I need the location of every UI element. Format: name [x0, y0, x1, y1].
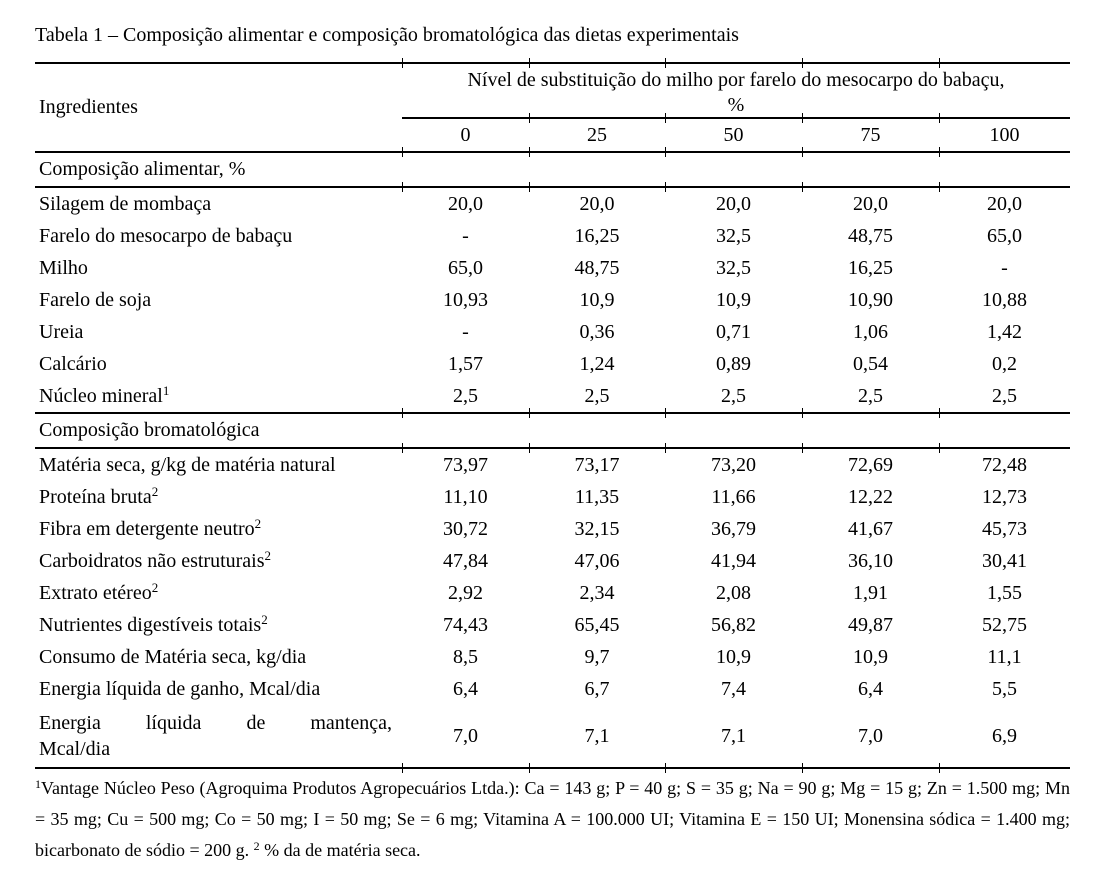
table-row — [35, 513, 1070, 545]
cell-value: 7,1 — [584, 724, 610, 747]
table-row — [35, 348, 1070, 380]
footnote-marker: 2 — [254, 516, 262, 531]
cell-value: 0,89 — [716, 352, 751, 375]
cell-value: 10,9 — [716, 645, 751, 668]
table-row — [35, 481, 1070, 513]
cell-value: 12,73 — [982, 485, 1027, 508]
cell-value: 0,36 — [579, 320, 615, 343]
footnote-text: % da de matéria seca. — [259, 840, 421, 860]
table-row — [35, 220, 1070, 252]
cell-value: 2,08 — [716, 581, 751, 604]
footnote-marker: 2 — [264, 548, 271, 563]
table-row — [35, 284, 1070, 316]
table-row — [35, 449, 1070, 481]
section-header: Composição alimentar, % — [39, 158, 246, 180]
footnote-marker: 2 — [151, 580, 159, 595]
row-label: Milho — [39, 257, 88, 279]
footnote-text: Vantage Núcleo Peso (Agroquima Produtos Agropecuários Ltda.): Ca = 143 g; P = 40 g; S = 35 g; Na = 90 g; Mg = 15 g; Zn = 1.500 mg; Mn = 35 mg; Cu = 500 mg; Co = 50 mg; I = 50 mg; Se = 6 mg; Vitamina A = 100.000 UI; Vitamina E = 150 UI; Monensina sódica = 1.400 mg; bicarbonato de sódio = 200 g. — [35, 778, 1070, 860]
column-group-header — [402, 64, 1070, 151]
cell-value: 11,1 — [987, 645, 1022, 668]
cell-value: 20,0 — [853, 192, 888, 215]
cell-value: 7,1 — [721, 724, 746, 747]
cell-value: 20,0 — [987, 192, 1022, 215]
cell-value: 12,22 — [848, 485, 893, 508]
cell-value: 1,91 — [853, 581, 888, 604]
cell-value: 30,41 — [982, 549, 1027, 572]
cell-value: 52,75 — [982, 613, 1027, 636]
row-label: Nutrientes digestíveis totais$^2$ — [39, 612, 268, 636]
cell-value: 41,94 — [711, 549, 756, 572]
cell-value: 47,84 — [443, 549, 488, 572]
cell-value: - — [1001, 256, 1008, 279]
cell-value: 72,69 — [848, 453, 893, 476]
row-label: Extrato etéreo$^2$ — [39, 580, 159, 604]
cell-value: 73,17 — [574, 453, 620, 476]
table-footnote — [35, 773, 1070, 866]
table-rule — [35, 151, 1070, 153]
cell-value: 10,9 — [579, 288, 615, 311]
cell-value: 36,10 — [848, 549, 893, 572]
table-rule-bottom — [35, 767, 1070, 769]
cell-value: 74,43 — [443, 613, 488, 636]
cell-value: 1,24 — [579, 352, 615, 375]
cell-value: 72,48 — [982, 453, 1027, 476]
table-row — [35, 673, 1070, 705]
cell-value: 1,06 — [853, 320, 888, 343]
cell-value: 2,5 — [584, 384, 610, 407]
cell-value: 32,15 — [574, 517, 620, 540]
footnote-marker: 2 — [151, 484, 159, 499]
cell-value: 10,93 — [443, 288, 488, 311]
cell-value: - — [462, 320, 469, 343]
cell-value: 41,67 — [848, 517, 893, 540]
cell-value: 45,73 — [982, 517, 1027, 540]
table-row — [35, 380, 1070, 412]
footnote-marker: 1 — [162, 383, 170, 398]
cell-value: 7,4 — [721, 677, 746, 700]
table-header — [35, 64, 1070, 151]
cell-value: 49,87 — [848, 613, 893, 636]
cell-value: 7,0 — [453, 724, 478, 747]
cell-value: 32,5 — [716, 224, 751, 247]
cell-value: 2,92 — [448, 581, 483, 604]
table-rule-top — [35, 62, 1070, 64]
table-row — [35, 316, 1070, 348]
cell-value: 2,5 — [992, 384, 1017, 407]
table-row — [35, 252, 1070, 284]
table-rule-subheader — [402, 117, 1070, 119]
level-headers — [402, 119, 1070, 151]
table-row — [35, 188, 1070, 220]
cell-value: 10,9 — [716, 288, 751, 311]
span-header-line2: % — [727, 94, 745, 116]
cell-value: 11,66 — [711, 485, 756, 508]
cell-value: 10,88 — [982, 288, 1027, 311]
cell-value: 11,10 — [443, 485, 488, 508]
span-header-line1: Nível de substituição do milho por farelo do mesocarpo do babaçu, — [467, 69, 1005, 91]
cell-value: 0,71 — [716, 320, 751, 343]
cell-value: 9,7 — [584, 645, 610, 668]
cell-value: 8,5 — [453, 645, 478, 668]
cell-value: 1,42 — [987, 320, 1022, 343]
footnote-marker: 2 — [253, 839, 260, 853]
cell-value: 30,72 — [443, 517, 488, 540]
column-header: 50 — [723, 123, 744, 146]
cell-value: 1,57 — [448, 352, 483, 375]
cell-value: 2,5 — [721, 384, 746, 407]
column-header: 25 — [587, 123, 607, 146]
cell-value: 65,45 — [574, 613, 620, 636]
row-label: Ureia — [39, 321, 84, 343]
cell-value: 7,0 — [858, 724, 883, 747]
cell-value: 32,5 — [716, 256, 751, 279]
table-title: Tabela 1 – Composição alimentar e composição bromatológica das dietas experimentais — [35, 24, 739, 46]
cell-value: 0,54 — [853, 352, 888, 375]
cell-value: 65,0 — [987, 224, 1022, 247]
cell-value: 10,9 — [853, 645, 888, 668]
cell-value: 2,5 — [858, 384, 883, 407]
cell-value: 2,34 — [579, 581, 615, 604]
cell-value: 2,5 — [453, 384, 478, 407]
row-label: Silagem de mombaça — [39, 193, 212, 215]
row-label: Calcário — [39, 353, 107, 375]
cell-value: 65,0 — [448, 256, 483, 279]
row-label: Energia líquida de ganho, Mcal/dia — [39, 678, 321, 700]
cell-value: 6,7 — [584, 677, 610, 700]
cell-value: 20,0 — [448, 192, 483, 215]
cell-value: 47,06 — [574, 549, 620, 572]
footnote-marker: 1 — [35, 777, 41, 791]
cell-value: 36,79 — [711, 517, 756, 540]
cell-value: 5,5 — [992, 677, 1017, 700]
cell-value: 56,82 — [711, 613, 756, 636]
row-label: Núcleo mineral$^1$ — [39, 383, 170, 407]
cell-value: 0,2 — [992, 352, 1017, 375]
cell-value: - — [462, 224, 469, 247]
row-label: Energia líquida de mantença, Mcal/dia — [39, 712, 392, 760]
cell-value: 10,90 — [848, 288, 893, 311]
column-header: 100 — [989, 123, 1020, 146]
cell-value: 6,4 — [453, 677, 478, 700]
footnote-marker: 2 — [261, 612, 268, 627]
cell-value: 11,35 — [574, 485, 620, 508]
section-header: Composição bromatológica — [39, 419, 260, 441]
cell-value: 6,9 — [992, 724, 1017, 747]
cell-value: 6,4 — [858, 677, 883, 700]
row-label: Farelo do mesocarpo de babaçu — [39, 225, 293, 247]
column-header: 75 — [860, 123, 881, 146]
cell-value: 48,75 — [848, 224, 893, 247]
table-row — [35, 641, 1070, 673]
cell-value: 16,25 — [574, 224, 620, 247]
row-label: Carboidratos não estruturais$^2$ — [39, 548, 271, 572]
column-header: 0 — [460, 123, 471, 146]
table-row — [35, 577, 1070, 609]
row-label: Proteína bruta$^2$ — [39, 484, 159, 508]
table-rule — [35, 447, 1070, 449]
data-table — [35, 62, 1070, 769]
row-label: Matéria seca, g/kg de matéria natural — [39, 454, 336, 476]
table-row — [35, 705, 1070, 767]
table-rule — [35, 412, 1070, 414]
cell-value: 73,20 — [711, 453, 756, 476]
table-row — [35, 609, 1070, 641]
table-rule — [35, 186, 1070, 188]
cell-value: 20,0 — [579, 192, 615, 215]
cell-value: 16,25 — [848, 256, 893, 279]
cell-value: 48,75 — [574, 256, 620, 279]
row-label: Fibra em detergente neutro$^2$ — [39, 516, 262, 540]
table-row — [35, 545, 1070, 577]
stub-header: Ingredientes — [39, 96, 138, 118]
row-label: Farelo de soja — [39, 289, 152, 311]
row-label: Consumo de Matéria seca, kg/dia — [39, 646, 307, 668]
cell-value: 1,55 — [987, 581, 1022, 604]
cell-value: 20,0 — [716, 192, 751, 215]
cell-value: 73,97 — [443, 453, 488, 476]
